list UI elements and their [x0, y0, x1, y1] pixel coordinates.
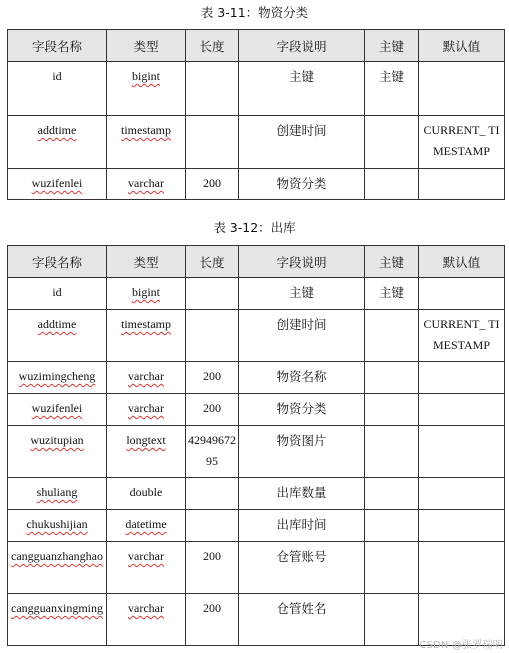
cell-description: 主键: [239, 62, 365, 116]
cell-type: double: [107, 478, 186, 510]
table-header-row: [8, 30, 505, 62]
cell-type: varchar: [107, 394, 186, 426]
cell-field-name: wuzimingcheng: [8, 362, 107, 394]
cell-primary-key: [365, 426, 419, 478]
cell-description: 物资分类: [239, 394, 365, 426]
cell-description: 主键: [239, 278, 365, 310]
cell-field-name: wuzitupian: [8, 426, 107, 478]
cell-length: [186, 310, 239, 362]
cell-default: CURRENT_ TIMESTAMP: [419, 310, 505, 362]
header-type: 类型: [107, 30, 186, 62]
cell-length: [186, 478, 239, 510]
cell-field-name: shuliang: [8, 478, 107, 510]
table-row: [8, 362, 505, 394]
table-row: [8, 542, 505, 594]
table-row: [8, 310, 505, 362]
cell-length: [186, 278, 239, 310]
header-default: 默认值: [419, 30, 505, 62]
outbound-table: [7, 245, 505, 646]
cell-type: varchar: [107, 594, 186, 646]
cell-primary-key: 主键: [365, 278, 419, 310]
cell-default: [419, 62, 505, 116]
cell-description: 出库数量: [239, 478, 365, 510]
cell-primary-key: [365, 362, 419, 394]
csdn-watermark: CSDN @张罗瑞明: [419, 640, 503, 651]
table-row: [8, 62, 505, 116]
cell-default: [419, 169, 505, 200]
cell-default: [419, 394, 505, 426]
table-row: [8, 169, 505, 200]
table-row: [8, 510, 505, 542]
cell-primary-key: [365, 394, 419, 426]
cell-default: [419, 510, 505, 542]
cell-description: 出库时间: [239, 510, 365, 542]
cell-length: [186, 62, 239, 116]
header-field-name: 字段名称: [8, 30, 107, 62]
cell-default: [419, 542, 505, 594]
cell-length: 4294967295: [186, 426, 239, 478]
header-primary-key: 主键: [365, 246, 419, 278]
table-row: [8, 478, 505, 510]
cell-type: varchar: [107, 362, 186, 394]
cell-description: 仓管姓名: [239, 594, 365, 646]
cell-field-name: wuzifenlei: [8, 169, 107, 200]
cell-field-name: wuzifenlei: [8, 394, 107, 426]
cell-default: [419, 362, 505, 394]
cell-field-name: addtime: [8, 310, 107, 362]
table-row: [8, 116, 505, 169]
cell-type: bigint: [107, 278, 186, 310]
header-type: 类型: [107, 246, 186, 278]
cell-type: bigint: [107, 62, 186, 116]
table-caption-outbound: 表 3-12：出库: [213, 220, 296, 235]
table-row: [8, 426, 505, 478]
header-description: 字段说明: [239, 30, 365, 62]
cell-primary-key: [365, 116, 419, 169]
cell-type: longtext: [107, 426, 186, 478]
table-row: [8, 394, 505, 426]
cell-default: [419, 278, 505, 310]
cell-primary-key: 主键: [365, 62, 419, 116]
cell-field-name: cangguanzhanghao: [8, 542, 107, 594]
cell-primary-key: [365, 594, 419, 646]
header-length: 长度: [186, 246, 239, 278]
cell-description: 创建时间: [239, 116, 365, 169]
cell-length: 200: [186, 594, 239, 646]
cell-default: CURRENT_ TIMESTAMP: [419, 116, 505, 169]
cell-length: 200: [186, 362, 239, 394]
cell-type: varchar: [107, 169, 186, 200]
header-length: 长度: [186, 30, 239, 62]
cell-primary-key: [365, 310, 419, 362]
header-description: 字段说明: [239, 246, 365, 278]
cell-length: [186, 510, 239, 542]
header-default: 默认值: [419, 246, 505, 278]
cell-type: varchar: [107, 542, 186, 594]
cell-field-name: id: [8, 278, 107, 310]
cell-type: timestamp: [107, 310, 186, 362]
cell-primary-key: [365, 542, 419, 594]
cell-description: 物资分类: [239, 169, 365, 200]
table-row: [8, 278, 505, 310]
material-category-table: [7, 29, 505, 200]
cell-default: [419, 478, 505, 510]
table-caption-material-category: 表 3-11：物资分类: [200, 5, 309, 20]
header-primary-key: 主键: [365, 30, 419, 62]
table-header-row: [8, 246, 505, 278]
cell-field-name: id: [8, 62, 107, 116]
cell-primary-key: [365, 510, 419, 542]
cell-default: [419, 426, 505, 478]
cell-length: 200: [186, 169, 239, 200]
cell-length: 200: [186, 542, 239, 594]
cell-field-name: chukushijian: [8, 510, 107, 542]
cell-description: 物资图片: [239, 426, 365, 478]
cell-description: 仓管账号: [239, 542, 365, 594]
cell-description: 创建时间: [239, 310, 365, 362]
cell-primary-key: [365, 169, 419, 200]
cell-description: 物资名称: [239, 362, 365, 394]
cell-primary-key: [365, 478, 419, 510]
cell-length: 200: [186, 394, 239, 426]
cell-field-name: cangguanxingming: [8, 594, 107, 646]
cell-type: timestamp: [107, 116, 186, 169]
cell-length: [186, 116, 239, 169]
header-field-name: 字段名称: [8, 246, 107, 278]
cell-type: datetime: [107, 510, 186, 542]
cell-field-name: addtime: [8, 116, 107, 169]
